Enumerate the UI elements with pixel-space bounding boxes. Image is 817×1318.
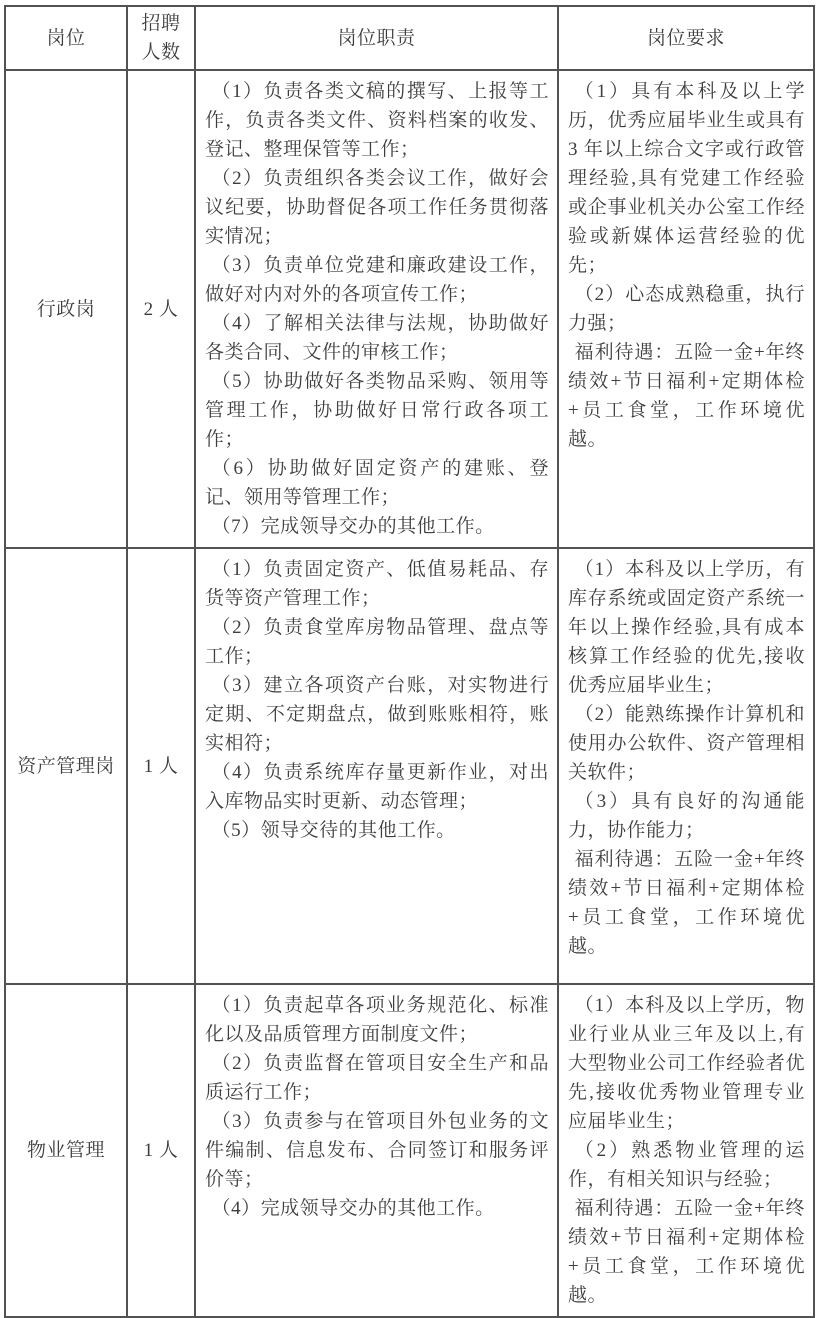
table-body: [5, 70, 814, 1317]
position-cell: 物业管理: [5, 984, 127, 1317]
table-row-property: [5, 984, 814, 1317]
paragraph: （2）负责监督在管项目安全生产和品质运行工作；: [205, 1053, 549, 1103]
headcount-cell: 2 人: [127, 70, 195, 548]
recruitment-table: [4, 5, 815, 1318]
paragraph: （1）本科及以上学历，有库存系统或固定资产系统一年以上操作经验,具有成本核算工作经验的优先,接收优秀应届毕业生；: [568, 559, 805, 696]
paragraph: 福利待遇：五险一金+年终绩效+节日福利+定期体检+员工食堂，工作环境优越。: [568, 1198, 805, 1306]
paragraph: （1）本科及以上学历，物业行业从业三年及以上,有大型物业公司工作经验者优先,接收优秀物业管理专业应届毕业生；: [568, 995, 805, 1132]
paragraph: （4）负责系统库存量更新作业，对出入库物品实时更新、动态管理；: [205, 762, 549, 812]
paragraph: （2）负责食堂库房物品管理、盘点等工作；: [205, 617, 549, 667]
paragraph: （3）建立各项资产台账，对实物进行定期、不定期盘点，做到账账相符，账实相符；: [205, 675, 549, 754]
requirements-cell: [558, 70, 814, 548]
paragraph: （1）具有本科及以上学历，优秀应届毕业生或具有 3 年以上综合文字或行政管理经验,具有党建工作经验或企事业机关办公室工作经验或新媒体运营经验的优先；: [568, 81, 805, 276]
col-header-position: 岗位: [5, 6, 127, 70]
col-header-duties: 岗位职责: [195, 6, 558, 70]
paragraph: （2）负责组织各类会议工作，做好会议纪要，协助督促各项工作任务贯彻落实情况；: [205, 168, 549, 247]
position-cell: 资产管理岗: [5, 548, 127, 984]
paragraph: （2）心态成熟稳重，执行力强；: [568, 284, 805, 334]
duties-cell: [195, 548, 558, 984]
paragraph: （3）具有良好的沟通能力，协作能力；: [568, 791, 805, 841]
paragraph: （1）负责固定资产、低值易耗品、存货等资产管理工作；: [205, 559, 549, 609]
col-header-requirements: 岗位要求: [558, 6, 814, 70]
headcount-cell: 1 人: [127, 984, 195, 1317]
headcount-cell: 1 人: [127, 548, 195, 984]
paragraph: （1）负责起草各项业务规范化、标准化以及品质管理方面制度文件；: [205, 995, 549, 1045]
paragraph: （2）熟悉物业管理的运作，有相关知识与经验；: [568, 1140, 805, 1190]
paragraph: （4）完成领导交办的其他工作。: [211, 1198, 495, 1219]
table-row-asset: [5, 548, 814, 984]
paragraph: （2）能熟练操作计算机和使用办公软件、资产管理相关软件；: [568, 704, 805, 783]
header-row: [5, 6, 814, 70]
paragraph: （5）协助做好各类物品采购、领用等管理工作，协助做好日常行政各项工作；: [205, 371, 549, 450]
paragraph: （1）负责各类文稿的撰写、上报等工作，负责各类文件、资料档案的收发、登记、整理保管等工作；: [205, 81, 549, 160]
duties-cell: [195, 70, 558, 548]
col-header-headcount: 招聘人数: [127, 6, 195, 70]
requirements-cell: [558, 984, 814, 1317]
paragraph: 福利待遇：五险一金+年终绩效+节日福利+定期体检+员工食堂，工作环境优越。: [568, 849, 805, 957]
paragraph: （3）负责参与在管项目外包业务的文件编制、信息发布、合同签订和服务评价等；: [205, 1111, 549, 1190]
table-header: [5, 6, 814, 70]
paragraph: （7）完成领导交办的其他工作。: [211, 516, 495, 537]
paragraph: （3）负责单位党建和廉政建设工作，做好对内对外的各项宣传工作；: [205, 255, 549, 305]
position-cell: 行政岗: [5, 70, 127, 548]
paragraph: 福利待遇：五险一金+年终绩效+节日福利+定期体检+员工食堂，工作环境优越。: [568, 342, 805, 450]
paragraph: （6）协助做好固定资产的建账、登记、领用等管理工作；: [205, 458, 549, 508]
duties-cell: [195, 984, 558, 1317]
requirements-cell: [558, 548, 814, 984]
paragraph: （5）领导交待的其他工作。: [211, 820, 456, 841]
paragraph: （4）了解相关法律与法规，协助做好各类合同、文件的审核工作；: [205, 313, 549, 363]
table-row-admin: [5, 70, 814, 548]
